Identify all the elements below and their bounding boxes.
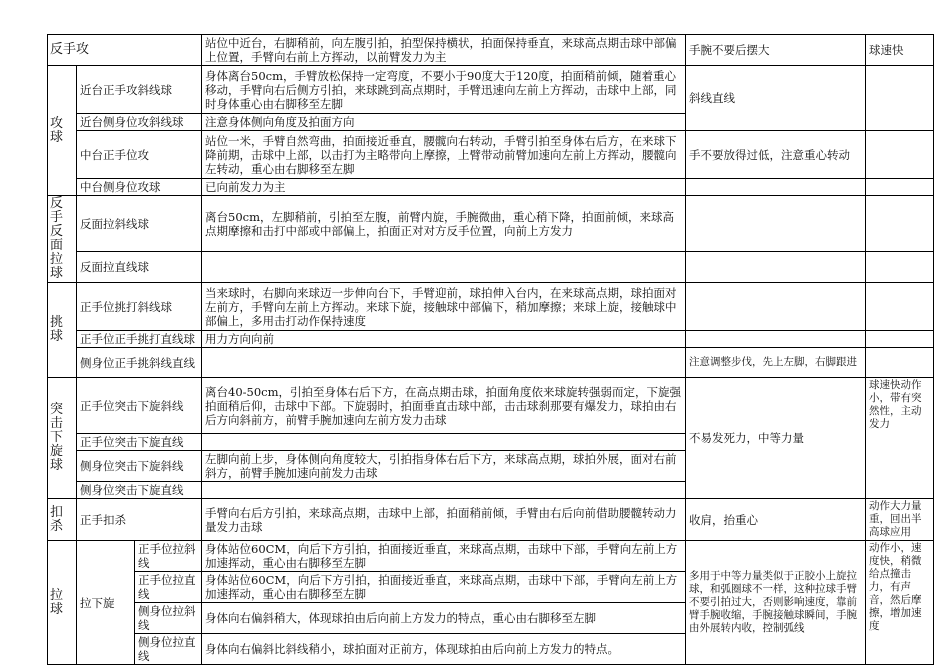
technique-name-cell: 正手扣杀: [77, 499, 202, 541]
table-row: [48, 35, 934, 66]
table-row: [48, 541, 934, 572]
note-cell: [686, 179, 866, 196]
method-cell: 身体站位60CM，向后下方引拍，拍面接近垂直，来球高点期，击球中下部，手臂向左前上方加速挥动，重心由右脚移至左脚: [202, 541, 686, 572]
technique-name-cell: 正手位正手挑打直线球: [77, 331, 202, 348]
technique-name-cell: 近台侧身位攻斜线球: [77, 114, 202, 131]
method-cell: 当来球时，右脚向来球迈一步伸向台下，手臂迎前，球拍伸入台内，在来球高点期，球拍面对左前方，手臂向左前上方挥动。来球下旋，接触球中部偏下，稍加摩擦；来球上旋，接触球中部偏上，多用击打动作保持速度: [202, 283, 686, 331]
note-cell: 多用于中等力量类似于正胶小上旋拉球，和弧圈球不一样，这种拉球手臂不要引拍过大，否则影响速度，靠前臂手腕收缩，手腕接触球瞬间，手腕由外展转内收，控制弧线: [686, 541, 866, 665]
speed-cell: 动作大力量重，回出半高球应用: [866, 499, 934, 541]
speed-cell: 球速快动作小，带有突然性，主动发力: [866, 378, 934, 499]
note-cell: 手腕不要后摆大: [686, 35, 866, 66]
method-cell: 身体向右偏斜比斜线稍小，球拍面对正前方，体现球拍由后向前上方发力的特点。: [202, 634, 686, 665]
technique-name-cell: 正手位突击下旋直线: [77, 434, 202, 451]
method-cell: 站位一米，手臂自然弯曲，拍面接近垂直，腰髋向右转动，手臂引拍至身体右后方，在来球下降前期，击球中上部，以击打为主略带向上摩擦，上臂带动前臂加速向左前上方挥动，腰髋向左转动，重心由右脚移至左脚: [202, 131, 686, 179]
speed-cell: [866, 331, 934, 348]
method-cell: [202, 434, 686, 451]
technique-name-cell: 侧身位拉斜线: [135, 603, 202, 634]
technique-name-cell: 正手位突击下旋斜线: [77, 378, 202, 434]
technique-name-cell: 侧身位拉直线: [135, 634, 202, 665]
technique-name-cell: 中台正手位攻: [77, 131, 202, 179]
technique-name-cell: 近台正手攻斜线球: [77, 66, 202, 114]
note-cell: [686, 252, 866, 283]
table-row: [48, 66, 934, 114]
method-cell: 离台50cm，左脚稍前，引拍至左腹，前臂内旋，手腕微曲，重心稍下降，拍面前倾，来球高点期摩擦和击打中部或中部偏上，拍面正对对方反手位置，向前上方发力: [202, 196, 686, 252]
note-cell: 不易发死力，中等力量: [686, 378, 866, 499]
technique-name-cell: 侧身位突击下旋直线: [77, 482, 202, 499]
table-row: [48, 131, 934, 179]
technique-name-cell: 反面拉直线球: [77, 252, 202, 283]
speed-cell: 球速快: [866, 35, 934, 66]
speed-cell: [866, 283, 934, 331]
method-cell: 注意身体侧向角度及拍面方向: [202, 114, 686, 131]
technique-name-cell: 反面拉斜线球: [77, 196, 202, 252]
note-cell: 收肩，抬重心: [686, 499, 866, 541]
technique-name-cell: 正手位拉直线: [135, 572, 202, 603]
note-cell: 注意调整步伐，先上左脚，右脚跟进: [686, 348, 866, 378]
table-row: [48, 196, 934, 252]
speed-cell: 动作小，速度快，稍微给点撞击力，有声音，然后摩擦，增加速度: [866, 541, 934, 665]
category-cell: 扣杀: [48, 499, 77, 541]
category-cell: 突击下旋球: [48, 378, 77, 499]
table-row: [48, 331, 934, 348]
method-cell: 手臂向右后方引拍，来球高点期，击球中上部，拍面稍前倾，手臂由右后向前借助腰髋转动力量发力击球: [202, 499, 686, 541]
note-cell: 手不要放得过低，注意重心转动: [686, 131, 866, 179]
note-cell: 斜线直线: [686, 66, 866, 131]
speed-cell: [866, 66, 934, 131]
speed-cell: [866, 179, 934, 196]
table-row: [48, 252, 934, 283]
speed-cell: [866, 196, 934, 252]
speed-cell: [866, 131, 934, 179]
table-row: [48, 283, 934, 331]
category-cell: 攻球: [48, 66, 77, 196]
table-row: [48, 499, 934, 541]
method-cell: 身体离台50cm，手臂放松保持一定弯度，不要小于90度大于120度，拍面稍前倾，随着重心移动，手臂向右后侧方引拍，来球跳到高点期时，手臂迅速向左前上方挥动，击球中上部，同时身体重心由右脚移至左脚: [202, 66, 686, 114]
table-row: [48, 179, 934, 196]
technique-name-cell: 侧身位正手挑斜线直线: [77, 348, 202, 378]
technique-name-cell: 正手位挑打斜线球: [77, 283, 202, 331]
method-cell: [202, 252, 686, 283]
speed-cell: [866, 252, 934, 283]
technique-name-cell: 侧身位突击下旋斜线: [77, 451, 202, 482]
technique-table: [47, 34, 934, 665]
method-cell: 身体站位60CM，向后下方引拍，拍面接近垂直，来球高点期，击球中下部，手臂向左前上方加速挥动，重心由右脚移至左脚: [202, 572, 686, 603]
category-cell: 拉球: [48, 541, 77, 665]
method-cell: 身体向右偏斜稍大，体现球拍由后向前上方发力的特点，重心由右脚移至左脚: [202, 603, 686, 634]
subcategory-cell: 拉下旋: [77, 541, 135, 665]
category-cell: 反手反面拉球: [48, 196, 77, 283]
method-cell: [202, 482, 686, 499]
method-cell: 站位中近台，右脚稍前，向左腹引拍，拍型保持横状，拍面保持垂直，来球高点期击球中部偏上位置，手臂向右前上方挥动，以前臂发力为主: [202, 35, 686, 66]
technique-name-cell: 正手位拉斜线: [135, 541, 202, 572]
note-cell: [686, 283, 866, 331]
method-cell: 已向前发力为主: [202, 179, 686, 196]
category-cell: 反手攻: [48, 35, 202, 66]
table-row: [48, 348, 934, 378]
technique-name-cell: 中台侧身位攻球: [77, 179, 202, 196]
method-cell: 左脚向前上步，身体侧向角度较大，引拍指身体右后下方，来球高点期，球拍外展，面对右前斜方，前臂手腕加速向前发力击球: [202, 451, 686, 482]
method-cell: 用力方向向前: [202, 331, 686, 348]
note-cell: [686, 331, 866, 348]
speed-cell: [866, 348, 934, 378]
category-cell: 挑球: [48, 283, 77, 378]
table-row: [48, 378, 934, 434]
method-cell: 离台40-50cm，引拍至身体右后下方，在高点期击球，拍面角度依来球旋转强弱而定，下旋强拍面稍后仰，击球中下部。下旋弱时，拍面垂直击球中部，击击球刹那要有爆发力，球拍由右后方向斜前方，前臂手腕加速向左前方发力击球: [202, 378, 686, 434]
method-cell: [202, 348, 686, 378]
note-cell: [686, 196, 866, 252]
